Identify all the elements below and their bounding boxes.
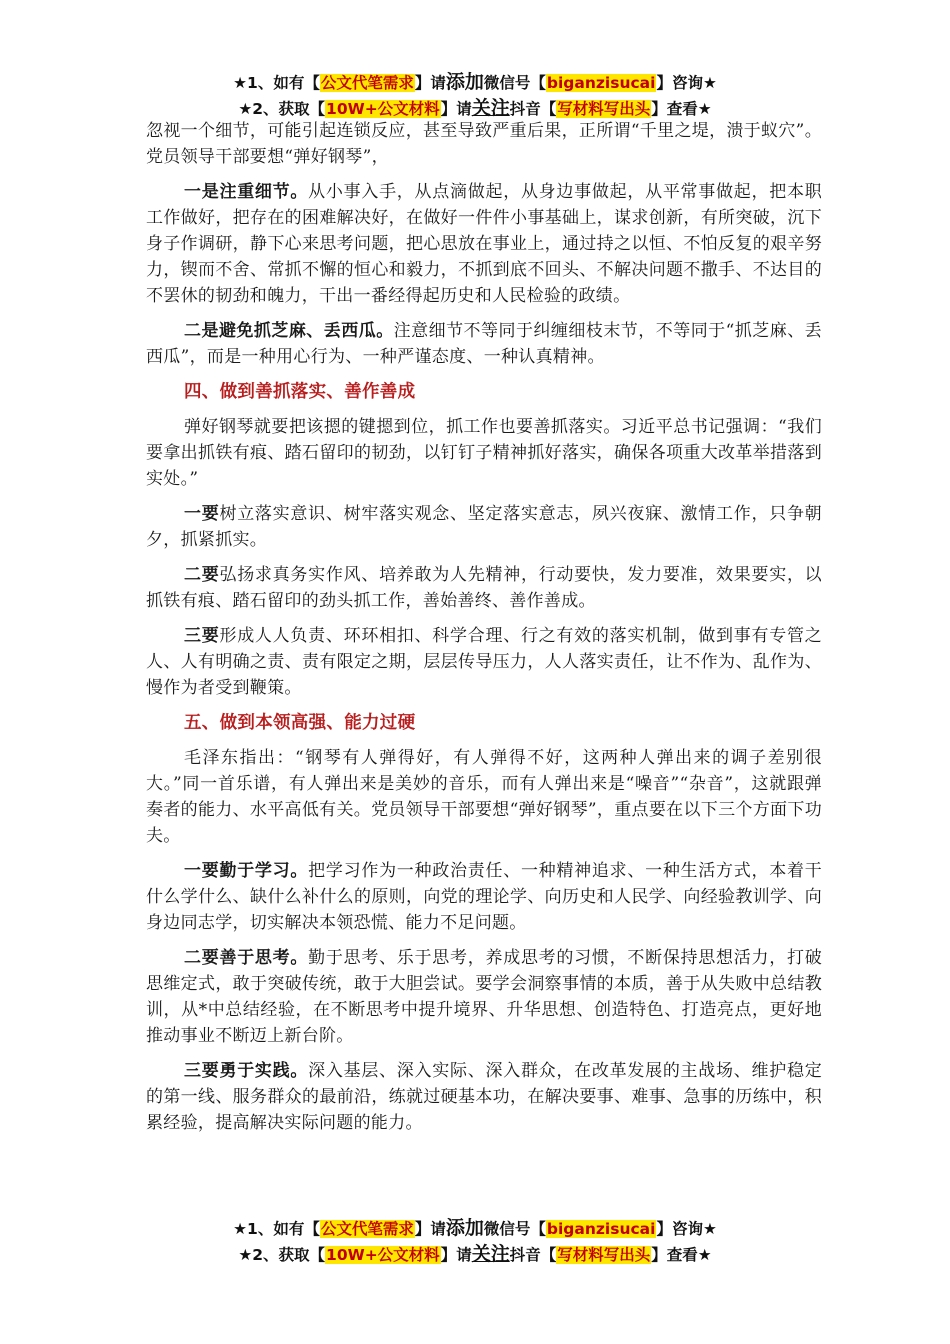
section-heading-4: 四、做到善抓落实、善作善成 xyxy=(184,382,416,402)
header-banner xyxy=(0,70,950,122)
banner-text: ★1、如有【 xyxy=(233,1220,320,1238)
banner-text: 】请 xyxy=(440,100,472,118)
paragraph-text: 深入基层、深入实际、深入群众，在改革发展的主战场、维护稳定的第一线、服务群众的最前沿，练就过硬基本功，在解决要事、难事、急事的历练中，积累经验，提高解决实际问题的能力。 xyxy=(146,1061,822,1133)
banner-emphasis: 关注 xyxy=(471,97,510,119)
banner-text: ★2、获取【 xyxy=(238,1246,326,1264)
paragraph-first xyxy=(146,501,822,553)
paragraph-lead: 二要 xyxy=(184,565,220,585)
banner-text: 】请 xyxy=(414,74,446,92)
paragraph-second xyxy=(146,562,822,614)
banner-text: 】咨询★ xyxy=(656,74,717,92)
banner-text: ★2、获取【 xyxy=(238,100,326,118)
paragraph-lead: 一是注重细节。 xyxy=(184,182,309,202)
paragraph-detail xyxy=(146,179,822,309)
banner-emphasis: 关注 xyxy=(471,1243,510,1265)
paragraph-study xyxy=(146,858,822,936)
banner-highlight: 写材料写出头 xyxy=(557,100,651,118)
paragraph-lead: 一要 xyxy=(184,504,220,524)
paragraph-text: 勤于思考、乐于思考，养成思考的习惯，不断保持思想活力，打破思维定式，敢于突破传统，敢于大胆尝试。要学会洞察事情的本质，善于从失败中总结教训，从*中总结经验，在不断思考中提升境界、升华思想、创造特色、打造亮点，更好地推动事业不断迈上新台阶。 xyxy=(146,948,822,1046)
banner-highlight: 公文代笔需求 xyxy=(320,1220,414,1238)
document-body xyxy=(146,118,822,1145)
paragraph-text: 弘扬求真务实作风、培养敢为人先精神，行动要快，发力要准，效果要实，以抓铁有痕、踏石留印的劲头抓工作，善始善终、善作善成。 xyxy=(146,565,822,611)
paragraph-practice xyxy=(146,1058,822,1136)
banner-highlight: 公文代笔需求 xyxy=(320,74,414,92)
banner-line-1 xyxy=(0,1216,950,1242)
paragraph-lead: 三要 xyxy=(184,626,220,646)
banner-highlight: 写材料写出头 xyxy=(557,1246,651,1264)
banner-text: 】查看★ xyxy=(651,100,712,118)
banner-text: 抖音【 xyxy=(509,1246,557,1264)
banner-emphasis: 添加 xyxy=(445,71,484,93)
paragraph-text: 从小事入手，从点滴做起，从身边事做起，从平常事做起，把本职工作做好，把存在的困难解决好，在做好一件件小事基础上，谋求创新，有所突破，沉下身子作调研，静下心来思考问题，把心思放在事业上，通过持之以恒、不怕反复的艰辛努力，锲而不舍、常抓不懈的恒心和毅力，不抓到底不回头、不解决问题不撒手、不达目的不罢休的韧劲和魄力，干出一番经得起历史和人民检验的政绩。 xyxy=(146,182,822,306)
banner-highlight: 10W+公文材料 xyxy=(326,100,440,118)
banner-highlight: biganzisucai xyxy=(546,74,656,92)
banner-line-2 xyxy=(0,1242,950,1268)
paragraph-avoid xyxy=(146,318,822,370)
banner-emphasis: 添加 xyxy=(445,1217,484,1239)
banner-highlight: biganzisucai xyxy=(546,1220,656,1238)
paragraph-text: 注意细节不等同于纠缠细枝末节，不等同于“抓芝麻、丢西瓜”，而是一种用心行为、一种严谨态度、一种认真精神。 xyxy=(146,321,822,367)
banner-text: 微信号【 xyxy=(483,74,546,92)
paragraph-intro: 忽视一个细节，可能引起连锁反应，甚至导致严重后果，正所谓“千里之堤，溃于蚁穴”。党员领导干部要想“弹好钢琴”， xyxy=(146,121,822,167)
paragraph-lead: 一要勤于学习。 xyxy=(184,861,309,881)
banner-text: 】查看★ xyxy=(651,1246,712,1264)
paragraph-think xyxy=(146,945,822,1049)
banner-text: 】请 xyxy=(414,1220,446,1238)
paragraph-lead: 三要勇于实践。 xyxy=(184,1061,309,1081)
banner-text: ★1、如有【 xyxy=(233,74,320,92)
paragraph-mao: 毛泽东指出：“钢琴有人弹得好，有人弹得不好，这两种人弹出来的调子差别很大。”同一首乐谱，有人弹出来是美妙的音乐，而有人弹出来是“噪音”“杂音”，这就跟弹奏者的能力、水平高低有关。党员领导干部要想“弹好钢琴”，重点要在以下三个方面下功夫。 xyxy=(146,748,822,846)
banner-text: 抖音【 xyxy=(509,100,557,118)
paragraph-text: 把学习作为一种政治责任、一种精神追求、一种生活方式，本着干什么学什么、缺什么补什么的原则，向党的理论学、向历史和人民学、向经验教训学、向身边同志学，切实解决本领恐慌、能力不足问题。 xyxy=(146,861,822,933)
section-heading-5: 五、做到本领高强、能力过硬 xyxy=(184,713,416,733)
paragraph-lead: 二是避免抓芝麻、丢西瓜。 xyxy=(184,321,394,341)
banner-highlight: 10W+公文材料 xyxy=(326,1246,440,1264)
banner-text: 】咨询★ xyxy=(656,1220,717,1238)
paragraph-text: 形成人人负责、环环相扣、科学合理、行之有效的落实机制，做到事有专管之人、人有明确之责、责有限定之期，层层传导压力，人人落实责任，让不作为、乱作为、慢作为者受到鞭策。 xyxy=(146,626,822,698)
paragraph-text: 树立落实意识、树牢落实观念、坚定落实意志，夙兴夜寐、激情工作，只争朝夕，抓紧抓实。 xyxy=(146,504,822,550)
banner-line-1 xyxy=(0,70,950,96)
footer-banner xyxy=(0,1216,950,1268)
paragraph-third xyxy=(146,623,822,701)
banner-text: 微信号【 xyxy=(483,1220,546,1238)
banner-text: 】请 xyxy=(440,1246,472,1264)
paragraph-implement: 弹好钢琴就要把该摁的键摁到位，抓工作也要善抓落实。习近平总书记强调：“我们要拿出抓铁有痕、踏石留印的韧劲，以钉钉子精神抓好落实，确保各项重大改革举措落到实处。” xyxy=(146,417,822,489)
paragraph-lead: 二要善于思考。 xyxy=(184,948,309,968)
